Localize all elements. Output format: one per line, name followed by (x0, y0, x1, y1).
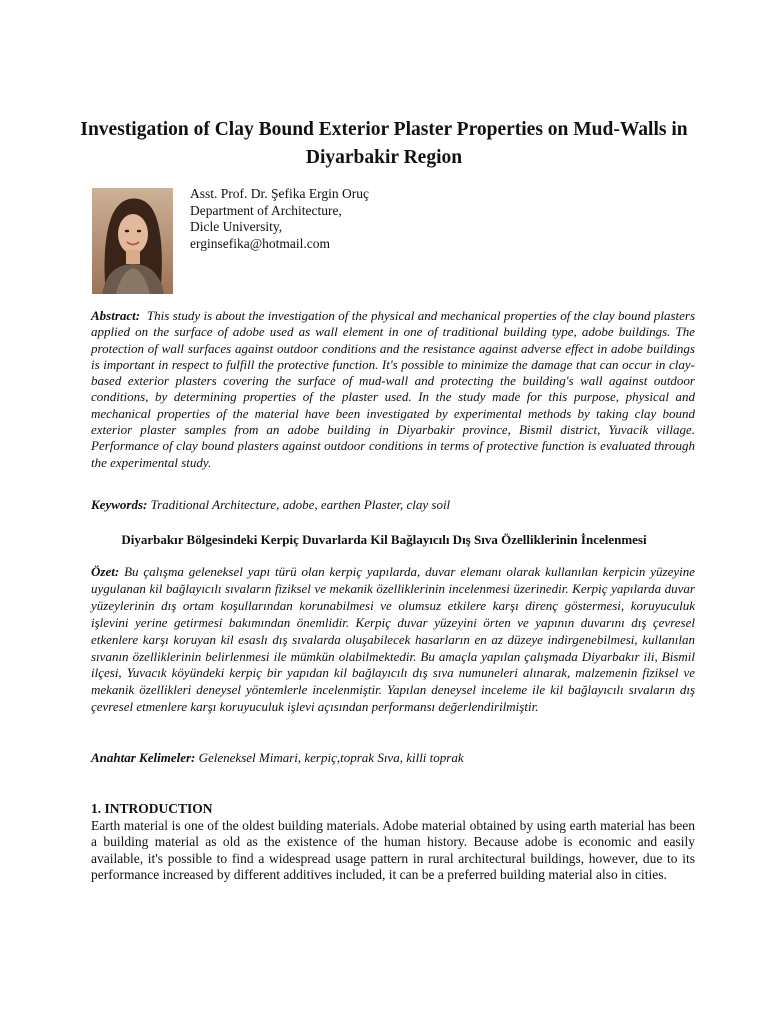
abstract-label: Abstract: (91, 308, 141, 323)
ozet-text: Bu çalışma geleneksel yapı türü olan kerpiç yapılarda, duvar elemanı olarak kullanılan kerpicin yüzeyine uygulanan kil bağlayıcılı sıvaların fiziksel ve mekanik özelliklerinin incelenmesi üzerinedir. Kerpiç yapılarda duvar yüzeylerinin dış ortam koşullarından korunabilmesi ve olumsuz etkilere karşı direnç göstermesi, koruyuculuk işlevini yerine getirmesi bakımından önemlidir. Kerpiç duvar yüzeyini örten ve yapının duvarını dış çevresel etkenlere karşı koruyan kil esaslı dış sıvalarda oluşabilecek hasarların en az düzeye indirgenebilmesi, kullanılan sıvanın özelliklerinin belirlenmesi ile mümkün olabilmektedir. Bu amaçla yapılan çalışmada Diyarbakır ili, Bismil ilçesi, Yuvacık köyündeki kerpiç bir yapıdan kil bağlayıcılı dış sıva numuneleri alınarak, malzemenin fiziksel ve mekanik özellikleri deneysel yöntemlerle incelenmiştir. Yapılan deneysel inceleme ile kil bağlayıcılı sıvaların dış çevresel etmenlere karşı koruyuculuk işlevi açısından performansı değerlendirilmiştir. (91, 564, 696, 715)
author-name: Asst. Prof. Dr. Şefika Ergin Oruç (190, 186, 369, 201)
author-email: erginsefika@hotmail.com (190, 235, 331, 251)
ozet-label: Özet: (91, 564, 120, 579)
turkish-title: Diyarbakır Bölgesindeki Kerpiç Duvarlarda Kil Bağlayıcılı Dış Sıva Özelliklerinin İncelenmesi (121, 532, 647, 547)
author-block (190, 186, 369, 252)
keywords (91, 497, 695, 513)
abstract (91, 308, 695, 471)
author-photo (92, 188, 173, 294)
author-department: Department of Architecture, (190, 202, 342, 218)
abstract-text: This study is about the investigation of the physical and mechanical properties of the clay bound plasters applied on the surface of adobe used as wall element in one of traditional building type, adobe buildings. The protection of wall surfaces against outdoor conditions and the resistance against adverse effect in adobe buildings is important in respect to fulfill the protective function. It's possible to minimize the damage that can occur in clay-based exterior plasters covering the surface of mud-wall and protecting the building's wall against outdoor conditions, by determining properties of the plaster used. In the study made for this purpose, physical and mechanical properties of the material have been investigated by experimental methods by taking clay bound exterior plaster samples from an adobe building in Diyarbakir province, Bismil district, Yuvacik village. Performance of clay bound plasters against outdoor conditions in terms of protective function is evaluated through the experimental study. (91, 308, 695, 470)
introduction-heading: 1. INTRODUCTION (91, 801, 213, 816)
keywords-text: Traditional Architecture, adobe, earthen Plaster, clay soil (150, 497, 451, 512)
anahtar-text: Geleneksel Mimari, kerpiç,toprak Sıva, killi toprak (198, 750, 464, 765)
paper-title: Investigation of Clay Bound Exterior Plaster Properties on Mud-Walls in Diyarbakir Region (80, 119, 688, 168)
keywords-label: Keywords: (91, 497, 148, 512)
anahtar-kelimeler (91, 750, 695, 766)
introduction-text: Earth material is one of the oldest building materials. Adobe material obtained by using earth material has been a building material as old as the existence of the human history. Because adobe is economic and easily available, it's possible to find a widespread usage pattern in rural architectural buildings, however, due to its performance increased by different additives included, it can be a preferred building material also in cities. (91, 818, 695, 883)
author-university: Dicle University, (190, 219, 283, 234)
anahtar-label: Anahtar Kelimeler: (91, 750, 196, 765)
author-portrait-image (92, 188, 173, 294)
ozet (91, 564, 695, 716)
